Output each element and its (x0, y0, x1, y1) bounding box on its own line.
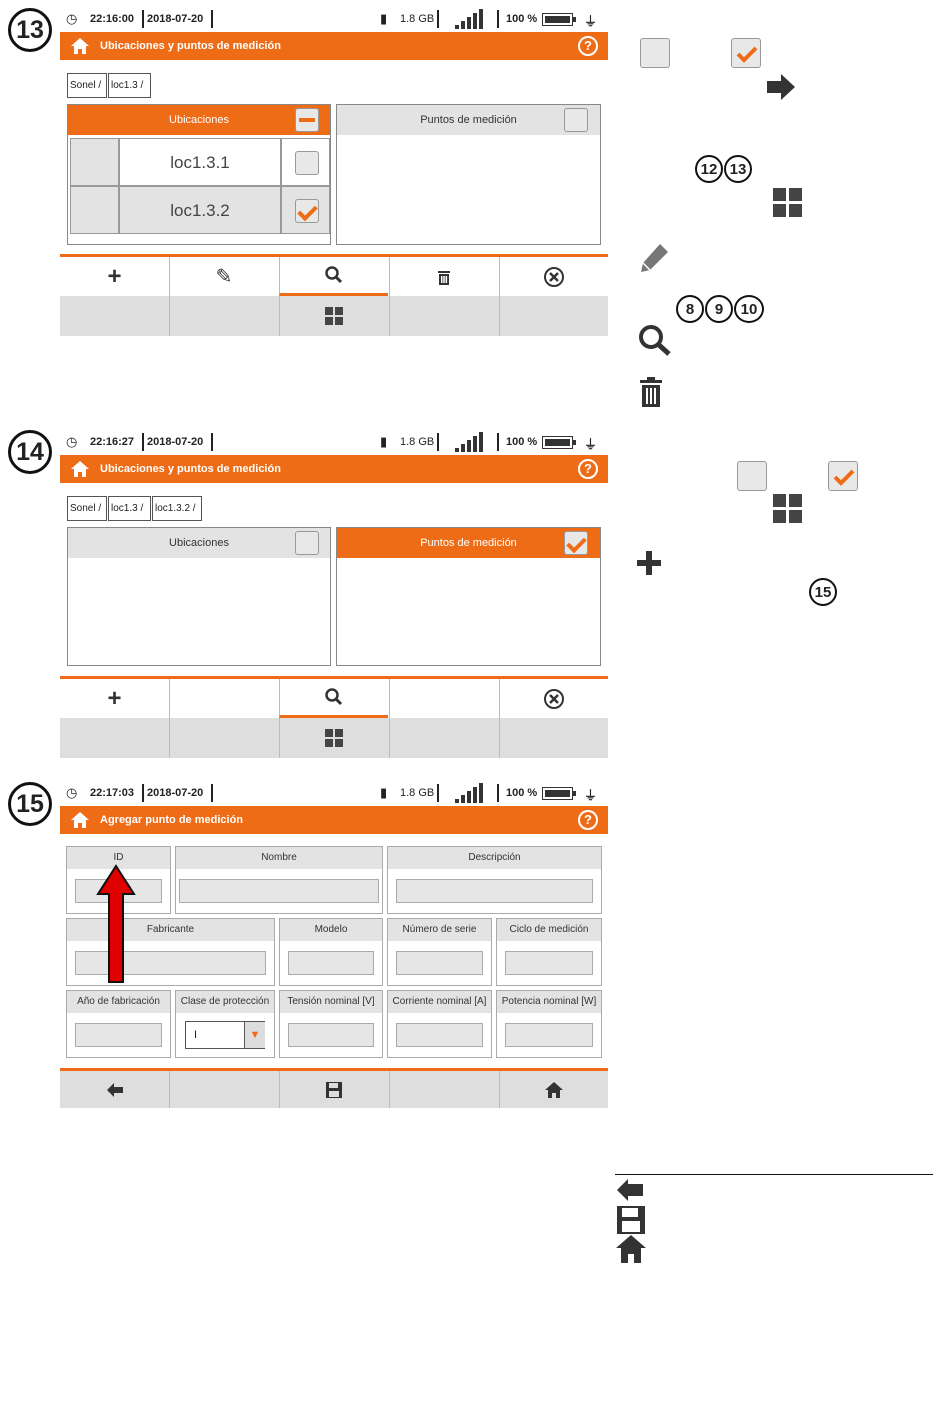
modelo-input[interactable] (288, 951, 374, 975)
status-date: 2018-07-20 (147, 13, 204, 25)
locations-panel (67, 527, 331, 666)
ref-8: 8 (676, 295, 704, 323)
status-bar (60, 431, 608, 453)
plug-icon: ⏚ (584, 788, 598, 803)
field-numero-serie (387, 918, 492, 986)
screen-15 (60, 782, 608, 1112)
field-label: Potencia nominal [W] (497, 991, 601, 1013)
field-label: Número de serie (388, 919, 491, 941)
potencia-input[interactable] (505, 1023, 593, 1047)
battery-icon (542, 13, 576, 27)
clase-value: I (194, 1029, 198, 1041)
dropdown-arrow-icon[interactable]: ▼ (244, 1022, 265, 1048)
field-label: Nombre (176, 847, 382, 869)
right-arrow-icon (767, 74, 795, 100)
step-15-badge: 15 (8, 782, 52, 826)
battery-label: 100 % (506, 787, 538, 799)
field-tension (279, 990, 383, 1058)
bottom-toolbar (60, 1068, 608, 1108)
grid-icon (773, 494, 803, 524)
ciclo-input[interactable] (505, 951, 593, 975)
battery-icon (542, 787, 576, 801)
clock-icon: ◷ (66, 785, 78, 800)
back-button[interactable] (60, 1071, 169, 1108)
back-arrow-icon (107, 1083, 123, 1097)
anio-input[interactable] (75, 1023, 162, 1047)
status-date: 2018-07-20 (147, 787, 204, 799)
row-icon-cell[interactable] (70, 186, 119, 234)
checked-checkbox-icon (828, 461, 858, 491)
page-title: Agregar punto de medición (100, 814, 244, 826)
divider (615, 1174, 933, 1175)
battery-label: 100 % (506, 436, 538, 448)
page-title: Ubicaciones y puntos de medición (100, 463, 281, 475)
toolbar-slot[interactable] (389, 296, 498, 336)
home-icon[interactable] (70, 36, 90, 56)
breadcrumb-item[interactable]: loc1.3 / (108, 496, 151, 521)
title-bar (60, 455, 608, 483)
signal-icon (455, 431, 489, 453)
toolbar-slot[interactable] (389, 1071, 498, 1108)
field-modelo (279, 918, 383, 986)
close-circle-icon (543, 688, 565, 710)
checked-checkbox-icon (731, 38, 761, 68)
search-icon (638, 324, 672, 356)
ref-15: 15 (809, 578, 837, 606)
row-checkbox[interactable] (295, 151, 319, 175)
status-bar (60, 782, 608, 804)
locations-panel (67, 104, 331, 245)
close-circle-icon (543, 266, 565, 288)
locations-header[interactable]: Ubicaciones (68, 105, 330, 135)
field-label: Tensión nominal [V] (280, 991, 382, 1013)
ref-9: 9 (705, 295, 733, 323)
battery-icon (542, 436, 576, 450)
search-button[interactable] (279, 679, 388, 718)
locations-header[interactable]: Ubicaciones (68, 528, 330, 558)
red-arrow-annotation (96, 864, 136, 984)
search-button[interactable] (279, 257, 388, 296)
field-nombre (175, 846, 383, 914)
grid-icon (325, 307, 343, 325)
corriente-input[interactable] (396, 1023, 483, 1047)
points-select-checkbox-checked[interactable] (564, 531, 588, 555)
title-bar (60, 806, 608, 834)
signal-icon (455, 782, 489, 804)
row-checkbox-cell[interactable] (281, 186, 330, 234)
descripcion-input[interactable] (396, 879, 593, 903)
field-ciclo (496, 918, 602, 986)
add-button[interactable]: + (107, 262, 122, 290)
home-button[interactable] (499, 1071, 608, 1108)
field-label: ID (67, 847, 170, 869)
points-panel (336, 527, 601, 666)
toolbar-slot[interactable] (499, 718, 608, 758)
plug-icon: ⏚ (584, 437, 598, 452)
ref-13: 13 (724, 155, 752, 183)
title-bar (60, 32, 608, 60)
clock-icon: ◷ (66, 434, 78, 449)
help-icon[interactable]: ? (578, 36, 598, 56)
toolbar-slot[interactable] (499, 296, 608, 336)
step-13-badge: 13 (8, 8, 52, 52)
storage-label: 1.8 GB (400, 13, 435, 25)
toolbar-slot[interactable] (169, 718, 278, 758)
toolbar-slot[interactable] (60, 296, 169, 336)
storage-label: 1.8 GB (400, 787, 435, 799)
search-icon (325, 688, 343, 706)
field-label: Descripción (388, 847, 601, 869)
sd-card-icon: ▮ (380, 11, 388, 26)
clock-icon: ◷ (66, 11, 78, 26)
field-label: Año de fabricación (67, 991, 170, 1013)
status-date: 2018-07-20 (147, 436, 204, 448)
numero-serie-input[interactable] (396, 951, 483, 975)
screen-14 (60, 431, 608, 761)
row-icon-cell[interactable] (70, 138, 119, 186)
breadcrumb-item[interactable]: loc1.3 / (108, 73, 151, 98)
status-time: 22:16:27 (90, 436, 135, 448)
status-time: 22:16:00 (90, 13, 135, 25)
ref-12: 12 (695, 155, 723, 183)
help-icon[interactable]: ? (578, 459, 598, 479)
toolbar-slot[interactable] (169, 1071, 278, 1108)
toolbar-slot[interactable] (169, 679, 278, 718)
page-title: Ubicaciones y puntos de medición (100, 40, 281, 52)
ref-group (695, 155, 753, 183)
battery-label: 100 % (506, 13, 538, 25)
toolbar-slot[interactable] (169, 296, 278, 336)
locations-select-checkbox[interactable] (295, 531, 319, 555)
field-corriente (387, 990, 492, 1058)
nombre-input[interactable] (179, 879, 379, 903)
help-icon[interactable]: ? (578, 810, 598, 830)
grid-view-button[interactable] (279, 718, 388, 758)
add-button[interactable]: + (107, 684, 122, 712)
toolbar-slot[interactable] (389, 679, 498, 718)
field-anio (66, 990, 171, 1058)
field-label: Modelo (280, 919, 382, 941)
sd-card-icon: ▮ (380, 434, 388, 449)
field-potencia (496, 990, 602, 1058)
points-select-checkbox[interactable] (564, 108, 588, 132)
field-label: Corriente nominal [A] (388, 991, 491, 1013)
row-checkbox-checked[interactable] (295, 199, 319, 223)
close-button[interactable] (499, 257, 608, 296)
select-all-checkbox[interactable] (295, 108, 319, 132)
signal-icon (455, 8, 489, 30)
home-icon[interactable] (70, 459, 90, 479)
bottom-toolbar (60, 676, 608, 758)
clase-select[interactable] (185, 1021, 265, 1049)
edit-pencil-button[interactable]: ✎ (169, 257, 278, 296)
grid-icon (325, 729, 343, 747)
delete-button[interactable] (389, 257, 498, 296)
save-icon (617, 1206, 645, 1234)
points-header[interactable]: Puntos de medición (337, 105, 600, 135)
pencil-icon (638, 242, 670, 274)
status-bar (60, 8, 608, 30)
trash-icon (437, 269, 451, 285)
sd-card-icon: ▮ (380, 785, 388, 800)
toolbar-slot[interactable] (60, 718, 169, 758)
grid-view-button[interactable] (279, 296, 388, 336)
trash-icon (640, 377, 662, 407)
screen-13 (60, 8, 608, 338)
points-panel (336, 104, 601, 245)
status-time: 22:17:03 (90, 787, 135, 799)
field-label: Ciclo de medición (497, 919, 601, 941)
field-label: Fabricante (67, 919, 274, 941)
ref-group (676, 295, 765, 323)
plug-icon: ⏚ (584, 14, 598, 29)
unchecked-checkbox-icon (737, 461, 767, 491)
bottom-toolbar (60, 254, 608, 336)
points-header[interactable]: Puntos de medición (337, 528, 600, 558)
save-button[interactable] (279, 1071, 388, 1108)
field-label: Clase de protección (176, 991, 274, 1013)
field-descripcion (387, 846, 602, 914)
home-icon[interactable] (70, 810, 90, 830)
unchecked-checkbox-icon (640, 38, 670, 68)
step-14-badge: 14 (8, 430, 52, 474)
field-clase (175, 990, 275, 1058)
grid-icon (773, 188, 803, 218)
save-icon (326, 1082, 342, 1098)
ref-group (809, 578, 838, 606)
home-icon (616, 1235, 646, 1263)
storage-label: 1.8 GB (400, 436, 435, 448)
location-row-loc1-3-1[interactable]: loc1.3.1 (119, 138, 281, 186)
back-arrow-icon (617, 1178, 643, 1202)
toolbar-slot[interactable] (389, 718, 498, 758)
location-row-loc1-3-2[interactable]: loc1.3.2 (119, 186, 281, 234)
close-button[interactable] (499, 679, 608, 718)
ref-10: 10 (734, 295, 764, 323)
plus-icon (637, 551, 661, 575)
tension-input[interactable] (288, 1023, 374, 1047)
breadcrumb-item[interactable]: loc1.3.2 / (152, 496, 202, 521)
breadcrumb-item[interactable]: Sonel / (67, 496, 107, 521)
search-icon (325, 266, 343, 284)
row-checkbox-cell[interactable] (281, 138, 330, 186)
home-icon (545, 1082, 563, 1098)
breadcrumb-item[interactable]: Sonel / (67, 73, 107, 98)
